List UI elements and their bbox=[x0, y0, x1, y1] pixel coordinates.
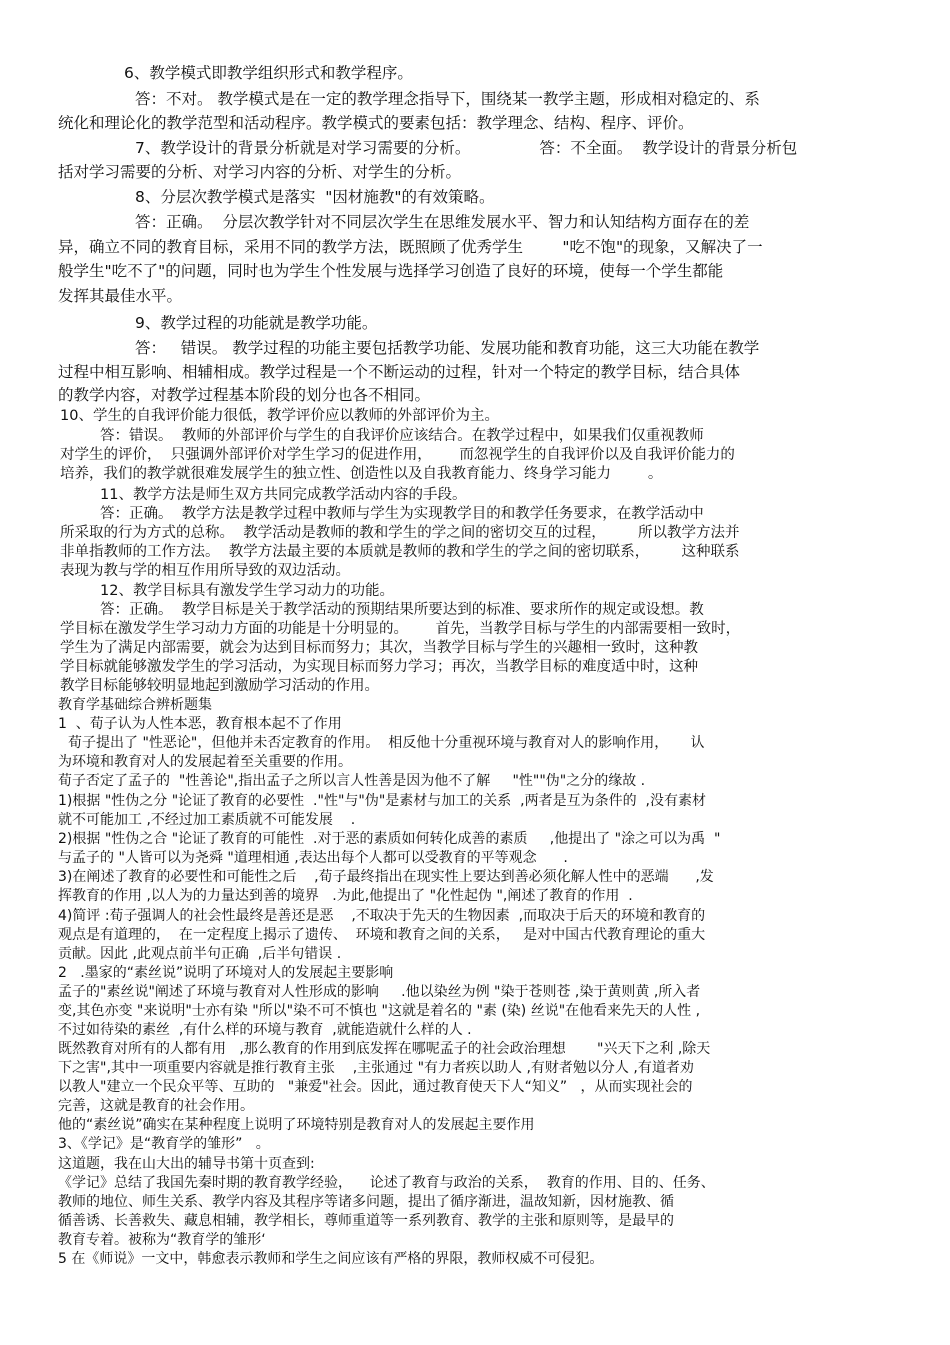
text-line: 5 在《师说》一文中，韩愈表示教师和学生之间应该有严格的界限，教师权威不可侵犯。 bbox=[58, 1251, 604, 1267]
text-line: 答：正确。 教学方法是教学过程中教师与学生为实现教学目的和教学任务要求，在教学活动中 bbox=[100, 506, 704, 522]
text-line: 答： 错误。 教学过程的功能主要包括教学功能、发展功能和教育功能，这三大功能在教学 bbox=[135, 339, 760, 357]
text-line: 非单指教师的工作方法。 教学方法最主要的本质就是教师的教和学生的学之间的密切联系， 这种联系 bbox=[60, 544, 740, 560]
text-line: 9、教学过程的功能就是教学功能。 bbox=[135, 314, 378, 332]
text-line: 教师的地位、师生关系、教学内容及其程序等诸多问题，提出了循序渐进，温故知新，因材施教、循 bbox=[58, 1194, 674, 1210]
text-line: 6、教学模式即教学组织形式和教学程序。 bbox=[124, 64, 413, 82]
text-line: 3、《学记》是“教育学的雏形” 。 bbox=[58, 1136, 270, 1152]
text-line: 般学生"吃不了"的问题，同时也为学生个性发展与选择学习创造了良好的环境，使每一个学生都能 bbox=[58, 262, 724, 280]
text-line: 荀子提出了 "性恶论"，但他并未否定教育的作用。 相反他十分重视环境与教育对人的影响作用， 认 bbox=[68, 735, 705, 751]
text-line: 与孟子的 "人皆可以为尧舜 "道理相通 ,表达出每个人都可以受教育的平等观念 . bbox=[58, 850, 568, 866]
text-line: 以教人"建立一个民众平等、互助的 "兼爱"社会。因此，通过教育使天下人“知义” ，从而实现社会的 bbox=[58, 1079, 693, 1095]
text-line: 3)在阐述了教育的必要性和可能性之后 ,荀子最终指出在现实性上要达到善必须化解人性中的恶端 ,发 bbox=[58, 869, 714, 885]
text-line: 10、学生的自我评价能力很低，教学评价应以教师的外部评价为主。 bbox=[60, 408, 499, 424]
text-line: 孟子的"素丝说"阐述了环境与教育对人性形成的影响 .他以染丝为例 "染于苍则苍 ,染于黄则黄 ,所入者 bbox=[58, 984, 701, 1000]
text-line: 挥教育的作用 ,以人为的力量达到善的境界 .为此,他提出了 "化性起伪 ",阐述了教育的作用 . bbox=[58, 888, 633, 904]
text-line: 4)简评 :荀子强调人的社会性最终是善还是恶 ,不取决于先天的生物因素 ,而取决于后天的环境和教育的 bbox=[58, 908, 706, 924]
text-line: 括对学习需要的分析、对学习内容的分析、对学生的分析。 bbox=[58, 163, 462, 181]
text-line: 培养，我们的教学就很难发展学生的独立性、创造性以及自我教育能力、终身学习能力 。 bbox=[60, 466, 663, 482]
text-line: 12、教学目标具有激发学生学习动力的功能。 bbox=[100, 583, 394, 599]
section-title: 教育学基础综合辨析题集 bbox=[58, 697, 212, 713]
text-line: 学目标在激发学生学习动力方面的功能是十分明显的。 首先，当教学目标与学生的内部需要相一致时， bbox=[60, 621, 741, 637]
text-line: 变,其色亦变 "来说明"士亦有染 "所以"染不可不慎也 "这就是着名的 "素 (染) 丝说"在他看来先天的人性 , bbox=[58, 1003, 701, 1019]
text-line: 学生为了满足内部需要，就会为达到目标而努力；其次，当教学目标与学生的兴趣相一致时，这种教 bbox=[60, 640, 698, 656]
text-line: 学目标就能够激发学生的学习活动，为实现目标而努力学习；再次，当教学目标的难度适中时，这种 bbox=[60, 659, 698, 675]
text-line: 1)根据 "性伪之分 "论证了教育的必要性 ."性"与"伪"是素材与加工的关系 ,两者是互为条件的 ,没有素材 bbox=[58, 793, 706, 809]
text-line: 8、分层次教学模式是落实 "因材施教"的有效策略。 bbox=[135, 188, 495, 206]
text-line: 1 、荀子认为人性本恶，教育根本起不了作用 bbox=[58, 716, 342, 732]
text-line: 答：正确。 分层次教学针对不同层次学生在思维发展水平、智力和认知结构方面存在的差 bbox=[135, 213, 750, 231]
text-line: 完善，这就是教育的社会作用。 bbox=[58, 1098, 254, 1114]
text-line: 答：错误。 教师的外部评价与学生的自我评价应该结合。在教学过程中，如果我们仅重视教师 bbox=[100, 428, 704, 444]
text-line: 统化和理论化的教学范型和活动程序。教学模式的要素包括：教学理念、结构、程序、评价。 bbox=[58, 114, 694, 132]
text-line: 11、教学方法是师生双方共同完成教学活动内容的手段。 bbox=[100, 487, 467, 503]
text-line: 他的“素丝说”确实在某种程度上说明了环境特别是教育对人的发展起主要作用 bbox=[58, 1117, 535, 1133]
text-line: 2 .墨家的“素丝说”说明了环境对人的发展起主要影响 bbox=[58, 965, 394, 981]
text-line: 既然教育对所有的人都有用 ,那么教育的作用到底发挥在哪呢孟子的社会政治理想 "兴天下之利 ,除天 bbox=[58, 1041, 711, 1057]
text-line: 教学目标能够较明显地起到激励学习活动的作用。 bbox=[60, 678, 379, 694]
text-line: 观点是有道理的， 在一定程度上揭示了遗传、 环境和教育之间的关系， 是对中国古代教育理论的重大 bbox=[58, 927, 706, 943]
text-line: 为环境和教育对人的发展起着至关重要的作用。 bbox=[58, 754, 352, 770]
text-line: 过程中相互影响、相辅相成。教学过程是一个不断运动的过程，针对一个特定的教学目标，结合具体 bbox=[58, 363, 741, 381]
text-line: 教育专着。被称为“教育学的雏形‘ bbox=[58, 1232, 266, 1248]
text-line: 对学生的评价， 只强调外部评价对学生学习的促进作用， 而忽视学生的自我评价以及自我评价能力的 bbox=[60, 447, 735, 463]
text-line: 荀子否定了孟子的 "性善论",指出孟子之所以言人性善是因为他不了解 "性""伪"之分的缘故 . bbox=[58, 773, 646, 789]
text-line: 2)根据 "性伪之合 "论证了教育的可能性 .对于恶的素质如何转化成善的素质 ,他提出了 "涂之可以为禹 " bbox=[58, 831, 721, 847]
text-line: 表现为教与学的相互作用所导致的双边活动。 bbox=[60, 563, 350, 579]
text-line: 答：不对。 教学模式是在一定的教学理念指导下，围绕某一教学主题，形成相对稳定的、系 bbox=[135, 90, 760, 108]
text-line: 答：正确。 教学目标是关于教学活动的预期结果所要达到的标准、要求所作的规定或设想。教 bbox=[100, 602, 704, 618]
text-line: 发挥其最佳水平。 bbox=[58, 287, 183, 305]
text-line: 异，确立不同的教育目标，采用不同的教学方法，既照顾了优秀学生 "吃不饱"的现象，又解决了一 bbox=[58, 238, 763, 256]
text-line: 这道题，我在山大出的辅导书第十页查到: bbox=[58, 1156, 315, 1172]
text-line: 的教学内容，对教学过程基本阶段的划分也各不相同。 bbox=[58, 386, 431, 404]
text-line: 下之害",其中一项重要内容就是推行教育主张 ,主张通过 "有力者疾以助人 ,有财者勉以分人 ,有道者劝 bbox=[58, 1060, 694, 1076]
text-line: 7、教学设计的背景分析就是对学习需要的分析。 答：不全面。 教学设计的背景分析包 bbox=[135, 139, 798, 157]
text-line: 所采取的行为方式的总称。 教学活动是教师的教和学生的学之间的密切交互的过程， 所以教学方法并 bbox=[60, 525, 740, 541]
text-line: 贡献。因此 ,此观点前半句正确 ,后半句错误 . bbox=[58, 946, 342, 962]
text-line: 循善诱、长善救失、藏息相辅，教学相长，尊师重道等一系列教育、教学的主张和原则等，是最早的 bbox=[58, 1213, 674, 1229]
text-line: 就不可能加工 ,不经过加工素质就不可能发展 . bbox=[58, 812, 356, 828]
text-line: 不过如待染的素丝 ,有什么样的环境与教育 ,就能造就什么样的人 . bbox=[58, 1022, 472, 1038]
text-line: 《学记》总结了我国先秦时期的教育教学经验， 论述了教育与政治的关系， 教育的作用、目的、任务、 bbox=[58, 1175, 715, 1191]
